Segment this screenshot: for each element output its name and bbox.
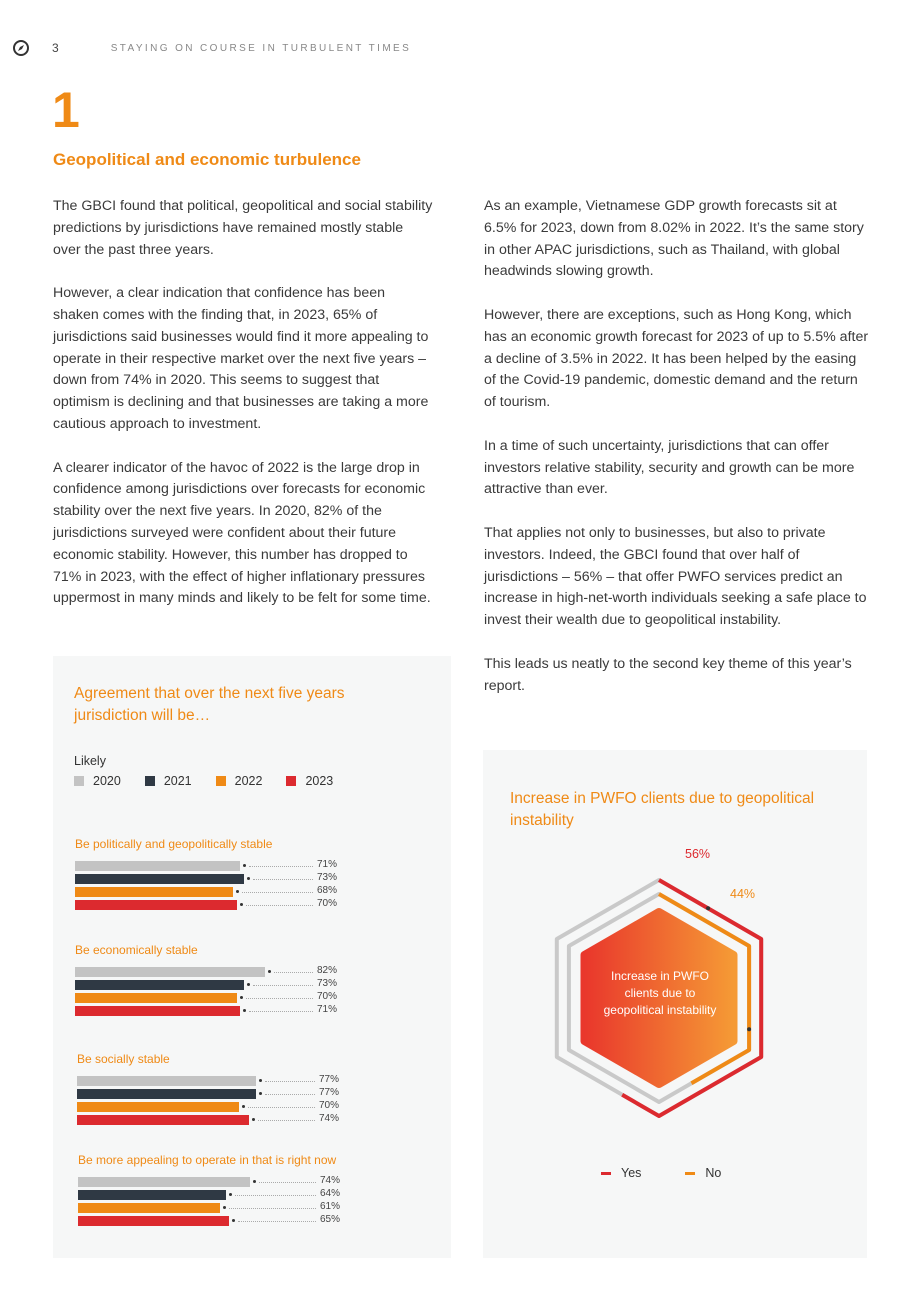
paragraph: In a time of such uncertainty, jurisdictions that can offer investors relative stability, security and growth can be more attractive than ever. <box>484 437 855 498</box>
paragraph: A clearer indicator of the havoc of 2022 is the large drop in confidence among jurisdictions over forecasts for economic stability over the next five years. In 2020, 82% of the jurisdictions surveyed were confident about their future economic stability. However, this number has dropped to 71% in 2023, with the effect of higher inflationary pressures uppermost in many minds and likely to be felt for some time. <box>53 459 431 607</box>
bar-value-label: 70% <box>317 898 338 909</box>
leader-line <box>246 905 313 906</box>
no-value-label: 44% <box>730 887 756 901</box>
bar <box>75 993 237 1003</box>
bar-value-label: 71% <box>317 1004 338 1015</box>
bar-end-dot <box>242 1105 245 1108</box>
bar <box>78 1190 226 1200</box>
hex-ring-chart <box>483 830 867 1210</box>
leader-line <box>258 1120 315 1121</box>
bar <box>75 967 265 977</box>
bar-value-label: 73% <box>317 872 338 883</box>
legend-item-no <box>685 1166 721 1180</box>
bar-group-label: Be more appealing to operate in that is right now <box>78 1153 337 1167</box>
leader-line <box>274 972 313 973</box>
bar-value-label: 71% <box>317 859 338 870</box>
bar-group-label: Be economically stable <box>75 943 198 957</box>
bar-row <box>75 886 375 898</box>
leader-line <box>249 1011 313 1012</box>
bar-end-dot <box>253 1180 256 1183</box>
running-title: STAYING ON COURSE IN TURBULENT TIMES <box>110 42 412 54</box>
bar <box>77 1076 256 1086</box>
bar-group-label: Be politically and geopolitically stable <box>75 837 273 851</box>
chart-title: Increase in PWFO clients due to geopolitical instability <box>510 790 815 829</box>
bar-value-label: 61% <box>320 1201 341 1212</box>
bar <box>75 874 244 884</box>
bar-value-label: 68% <box>317 885 338 896</box>
legend-swatch <box>286 776 296 786</box>
bar-value-label: 74% <box>320 1175 341 1186</box>
bar-end-dot <box>247 877 250 880</box>
legend-swatch <box>145 776 155 786</box>
bar-end-dot <box>229 1193 232 1196</box>
bar-end-dot <box>243 1009 246 1012</box>
yes-value-label: 56% <box>685 847 711 861</box>
bar-row <box>77 1075 377 1087</box>
bar <box>75 1006 240 1016</box>
bar-group <box>78 1153 378 1233</box>
bar-row <box>75 860 375 872</box>
bar-row <box>78 1176 378 1188</box>
legend-swatch <box>685 1172 695 1175</box>
hex-center-label: Increase in PWFO clients due to geopolitical instability <box>603 969 717 1017</box>
bar <box>75 980 244 990</box>
leader-line <box>249 866 313 867</box>
legend-swatch <box>216 776 226 786</box>
bar-value-label: 70% <box>319 1100 340 1111</box>
leader-line <box>229 1208 316 1209</box>
bar <box>77 1089 256 1099</box>
bar-row <box>75 966 375 978</box>
bar-group-label: Be socially stable <box>77 1052 170 1066</box>
page-number: 3 <box>52 41 59 55</box>
bar <box>75 887 233 897</box>
bar-row <box>75 979 375 991</box>
legend-swatch <box>601 1172 611 1175</box>
page-header <box>12 38 411 58</box>
bar-group <box>77 1052 377 1132</box>
leader-line <box>265 1081 315 1082</box>
legend-label: 2020 <box>93 774 121 788</box>
bar-value-label: 77% <box>319 1074 340 1085</box>
paragraph: However, a clear indication that confidence has been shaken comes with the finding that, in 2023, 65% of jurisdictions said businesses would find it more appealing to operate in their respective market over the next five years – down from 74% in 2020. This seems to suggest that optimism is declining and that businesses are taking a more cautious approach to investment. <box>53 285 429 432</box>
leader-line <box>246 998 313 999</box>
bar-row <box>78 1215 378 1227</box>
legend-item <box>286 774 333 788</box>
paragraph: This leads us neatly to the second key theme of this year’s report. <box>484 655 852 694</box>
bar <box>78 1177 250 1187</box>
bar-value-label: 65% <box>320 1214 341 1225</box>
bar-group <box>75 943 375 1023</box>
bar-end-dot <box>232 1219 235 1222</box>
bar-row <box>75 992 375 1004</box>
bar-value-label: 73% <box>317 978 338 989</box>
bar-end-dot <box>240 903 243 906</box>
leader-line <box>242 892 313 893</box>
chart-title: Agreement that over the next five years jurisdiction will be… <box>74 685 345 724</box>
leader-line <box>238 1221 316 1222</box>
legend-label: 2022 <box>234 774 263 788</box>
legend-item-yes <box>601 1166 641 1180</box>
section-number: 1 <box>52 82 80 138</box>
bar <box>78 1216 229 1226</box>
agreement-chart-card <box>53 656 451 1258</box>
bar-row <box>77 1088 377 1100</box>
paragraph: However, there are exceptions, such as Hong Kong, which has an economic growth forecast for 2023 of up to 5.5% after a decline of 3.5% in 2022. It has been helped by the easing of the Covid-19 pandemic, domestic demand and the return of tourism. <box>484 306 869 411</box>
section-title: Geopolitical and economic turbulence <box>53 150 361 169</box>
bar-value-label: 70% <box>317 991 338 1002</box>
paragraph: As an example, Vietnamese GDP growth forecasts sit at 6.5% for 2023, down from 8.02% in 2022. It’s the same story in other APAC jurisdictions, such as Thailand, with global headwinds slowing growth. <box>484 198 864 280</box>
paragraph: That applies not only to businesses, but also to private investors. Indeed, the GBCI found that over half of jurisdictions – 56% – that offer PWFO services predict an increase in high-net-worth individuals seeking a safe place to invest their wealth due to geopolitical instability. <box>484 524 867 629</box>
bar-value-label: 82% <box>317 965 338 976</box>
bar-row <box>75 873 375 885</box>
bar-end-dot <box>236 890 239 893</box>
chart-legend <box>601 1166 765 1180</box>
bar <box>77 1115 249 1125</box>
bar-row <box>75 899 375 911</box>
bar-end-dot <box>268 970 271 973</box>
bar-end-dot <box>247 983 250 986</box>
bar <box>77 1102 239 1112</box>
legend-label: Yes <box>621 1166 642 1180</box>
bar-end-dot <box>259 1092 262 1095</box>
bar <box>75 861 240 871</box>
legend-label: 2021 <box>163 774 192 788</box>
leader-line <box>253 985 313 986</box>
bar-value-label: 74% <box>319 1113 340 1124</box>
bar-end-dot <box>252 1118 255 1121</box>
pwfo-chart-card <box>483 750 867 1258</box>
leader-line <box>253 879 313 880</box>
chart-legend <box>74 774 357 788</box>
leader-line <box>259 1182 316 1183</box>
bar <box>78 1203 220 1213</box>
compass-icon <box>12 39 30 57</box>
legend-item <box>216 774 263 788</box>
bar-group <box>75 837 375 917</box>
leader-line <box>248 1107 315 1108</box>
bar-value-label: 64% <box>320 1188 341 1199</box>
bar-row <box>78 1202 378 1214</box>
bar-row <box>77 1114 377 1126</box>
leader-line <box>235 1195 316 1196</box>
bar-row <box>75 1005 375 1017</box>
bar <box>75 900 237 910</box>
legend-item <box>74 774 121 788</box>
leader-line <box>265 1094 315 1095</box>
bar-end-dot <box>243 864 246 867</box>
legend-item <box>145 774 192 788</box>
bar-row <box>77 1101 377 1113</box>
legend-label: No <box>705 1166 722 1180</box>
bar-value-label: 77% <box>319 1087 340 1098</box>
legend-label: 2023 <box>305 774 334 788</box>
bar-end-dot <box>259 1079 262 1082</box>
yes-marker <box>706 906 710 910</box>
legend-swatch <box>74 776 84 786</box>
bar-end-dot <box>223 1206 226 1209</box>
bar-end-dot <box>240 996 243 999</box>
no-marker <box>747 1027 751 1031</box>
paragraph: The GBCI found that political, geopolitical and social stability predictions by jurisdictions have remained mostly stable over the past three years. <box>53 198 433 258</box>
body-column-left <box>53 196 433 632</box>
legend-title: Likely <box>74 754 106 768</box>
bar-row <box>78 1189 378 1201</box>
body-column-right <box>484 196 869 719</box>
